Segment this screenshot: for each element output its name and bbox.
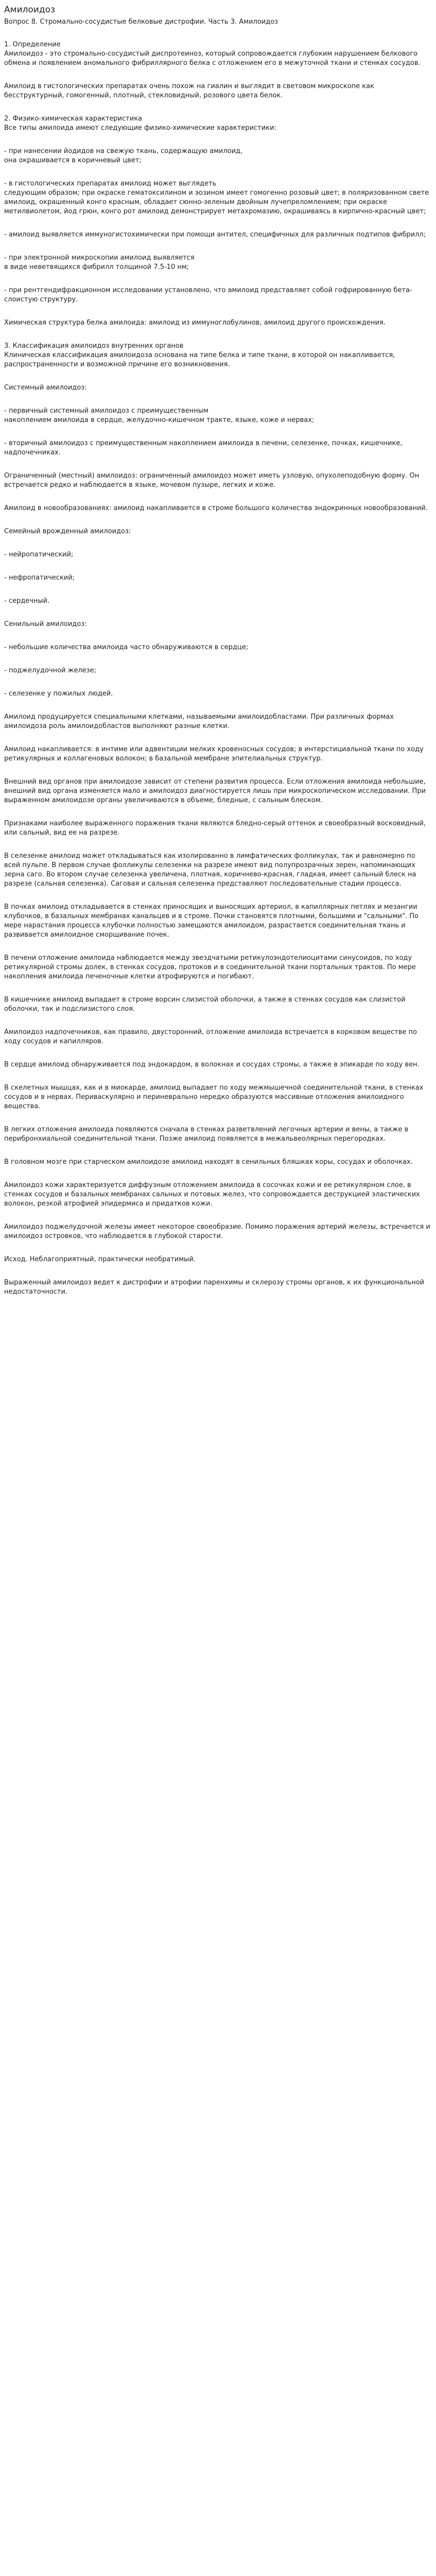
paragraph: Выраженный амилоидоз ведет к дистрофии и атрофии паренхимы и склерозу стромы органов, к их функциональной недостаточности. (4, 1279, 425, 1296)
paragraph: В печени отложение амилоида наблюдается между звездчатыми ретикулоэндотелиоцитами синусоидов, по ходу ретикулярной стромы долек, в стенках сосудов, протоков и в соединительной ткани портальных трактов. По мере накопления амилоида печеночные клетки атрофируются и погибают. (4, 954, 416, 980)
paragraph: 3. Классификация амилоидоз внутренних органов Клиническая классификация амилоидоза основана на типе белка и типе ткани, в которой он накапливается, распространенности и возможной причине его возникновения. (4, 342, 395, 368)
page-title: Амилоидоз (4, 5, 56, 15)
paragraph: Внешний вид органов при амилоидозе зависит от степени развития процесса. Если отложения амилоида небольшие, внешний вид органа изменяется мало и амилоидоз диагностируется лишь при микроскопическом исследовании. При выраженном амилоидозе органы увеличиваются в объеме, бледные, с сальным блеском. (4, 778, 426, 804)
paragraph: Ограниченный (местный) амилоидоз: ограниченный амилоидоз может иметь узловую, опухолеподобную форму. Он встречается редко и наблюдается в языке, мочевом пузыре, легких и коже. (4, 472, 420, 489)
document-body (4, 40, 431, 1297)
paragraph: Амилоидоз поджелудочной железы имеет некоторое своеобразие. Помимо поражения артерий железы, встречается и амилоидоз островков, что наблюдается в глубокой старости. (4, 1223, 430, 1240)
paragraph: В скелетных мышцах, как и в миокарде, амилоид выпадает по ходу межмышечной соединительной ткани, в стенках сосудов и в нервах. Периваскулярно и периневрально нередко образуются массивные отложения амилоидного вещества. (4, 1084, 424, 1110)
paragraph: - поджелудочной железе; (4, 667, 96, 674)
paragraph: В почках амилоид откладывается в стенках приносящих и выносящих артериол, в капиллярных петлях и мезангии клубочков, в базальных мембранах канальцев и в строме. Почки становятся плотными, большими и "сальными". По мере нарастания процесса клубочки полностью замещаются амилоидом, разрастается соединительная ткань и развивается амилоидное сморщивание почек. (4, 903, 418, 939)
paragraph: Исход. Неблагоприятный, практически необратимый. (4, 1256, 196, 1263)
paragraph: Амилоидоз надпочечников, как правило, двусторонний, отложение амилоида встречается в корковом веществе по ходу сосудов и капилляров. (4, 1028, 417, 1045)
paragraph: Амилоид в гистологических препаратах очень похож на гиалин и выглядит в световом микроскопе как бесструктурный, гомогенный, плотный, стекловидный, розового цвета белок. (4, 82, 374, 99)
paragraph: В легких отложения амилоида появляются сначала в стенках разветвлений легочных артерии и вены, а также в перибронхиальной соединительной ткани. Позже амилоид появляется в межальвеолярных перегородках. (4, 1126, 409, 1143)
paragraph: Признаками наиболее выраженного поражения ткани являются бледно-серый оттенок и своеобразный восковидный, или сальный, вид ее на разрезе. (4, 820, 426, 837)
paragraph: - при рентгендифракционном исследовании установлено, что амилоид представляет собой гофрированную бета-слоистую структуру. (4, 286, 412, 303)
paragraph: - небольшие количества амилоида часто обнаруживаются в сердце; (4, 643, 249, 651)
paragraph: Амилоид в новообразованиях: амилоид накапливается в строме большого количества эндокринных новообразований. (4, 504, 428, 512)
paragraph: Амилоидоз кожи характеризуется диффузным отложением амилоида в сосочках кожи и ее ретикулярном слое, в стенках сосудов и базальных мембранах сальных и потовых желез, что сопровождается деструкцией эластических волокон, резкой атрофией эпидермиса и придатков кожи. (4, 1181, 420, 1208)
paragraph: Сенильный амилоидоз: (4, 620, 87, 628)
paragraph: Семейный врожденный амилоидоз: (4, 528, 131, 535)
paragraph: - при электронной микроскопии амилоид выявляется в виде неветвящихся фибрилл толщиной 7.5-10 нм; (4, 254, 195, 271)
paragraph: - нейропатический; (4, 551, 74, 558)
paragraph: - амилоид выявляется иммуногистохимически при помощи антител, специфичных для различных подтипов фибрилл; (4, 231, 426, 239)
paragraph: - в гистологических препаратах амилоид может выглядеть следующим образом; при окраске гематоксилином и эозином имеет гомогенно розовый цвет; в поляризованном свете амилоид, окрашенный конго красным, обладает сюнно-зеленым двойным лучепреломлением; при окраске метилвиолетом, йод грюн, конго рот амилоид демонстрирует метахромазию, окрашиваясь в кирпично-красный цвет; (4, 180, 429, 215)
paragraph: Амилоид накапливается: в интиме или адвентиции мелких кровеносных сосудов; в интерстициальной ткани по ходу ретикулярных и коллагеновых волокон; в базальной мембране эпителиальных структур. (4, 745, 424, 762)
paragraph: - сердечный. (4, 597, 50, 605)
page-subtitle: Вопрос 8. Стромально-сосудистые белковые дистрофии. Часть 3. Амилоидоз (4, 18, 278, 26)
paragraph: Системный амилоидоз: (4, 384, 87, 392)
paragraph: В сердце амилоид обнаруживается под эндокардом, в волокнах и сосудах стромы, а также в эпикарде по ходу вен. (4, 1061, 420, 1069)
paragraph: 1. Определение Амилоидоз - это стромально-сосудистый диспротеиноз, который сопровождается глубоким нарушением белкового обмена и появлением аномального фибриллярного белка с отложением его в межуточной ткани и стенках сосудов. (4, 41, 421, 67)
paragraph: - селезенке у пожилых людей. (4, 690, 113, 698)
paragraph: Химическая структура белка амилоида: амилоид из иммуноглобулинов, амилоид другого происхождения. (4, 319, 386, 327)
paragraph: - первичный системный амилоидоз с преимущественным накоплением амилоида в сердце, желудочно-кишечном тракте, языке, коже и нервах; (4, 407, 315, 424)
paragraph: 2. Физико-химическая характеристика Все типы амилоида имеют следующие физико-химические характеристики: (4, 115, 276, 132)
paragraph: - при нанесении йодидов на свежую ткань, содержащую амилоид, она окрашивается в коричневый цвет; (4, 147, 243, 164)
paragraph: В головном мозге при старческом амилоидозе амилоид находят в сенильных бляшках коры, сосудах и оболочках. (4, 1158, 413, 1166)
paragraph: Амилоид продуцируется специальными клетками, называемыми амилоидобластами. При различных формах амилоидоза роль амилоидобластов выполняют разные клетки. (4, 713, 394, 730)
paragraph: - вторичный амилоидоз с преимущественным накоплением амилоида в печени, селезенке, почках, кишечнике, надпочечниках. (4, 439, 403, 456)
paragraph: В селезенке амилоид может откладываться как изолированно в лимфатических фолликулах, так и равномерно по всей пульпе. В первом случае фолликулы селезенки на разрезе имеют вид полупрозрачных зерен, напоминающих зерна саго. Во втором случае селезенка увеличена, плотная, коричнево-красная, гладкая, имеет сальный блеск на разрезе (сальная селезенка). Саговая и сальная селезенка представляют последовательные стадии процесса. (4, 852, 416, 888)
paragraph: В кишечнике амилоид выпадает в строме ворсин слизистой оболочки, а также в стенках сосудов как слизистой оболочки, так и подслизистого слоя. (4, 996, 406, 1013)
paragraph: - нефропатический; (4, 574, 75, 582)
